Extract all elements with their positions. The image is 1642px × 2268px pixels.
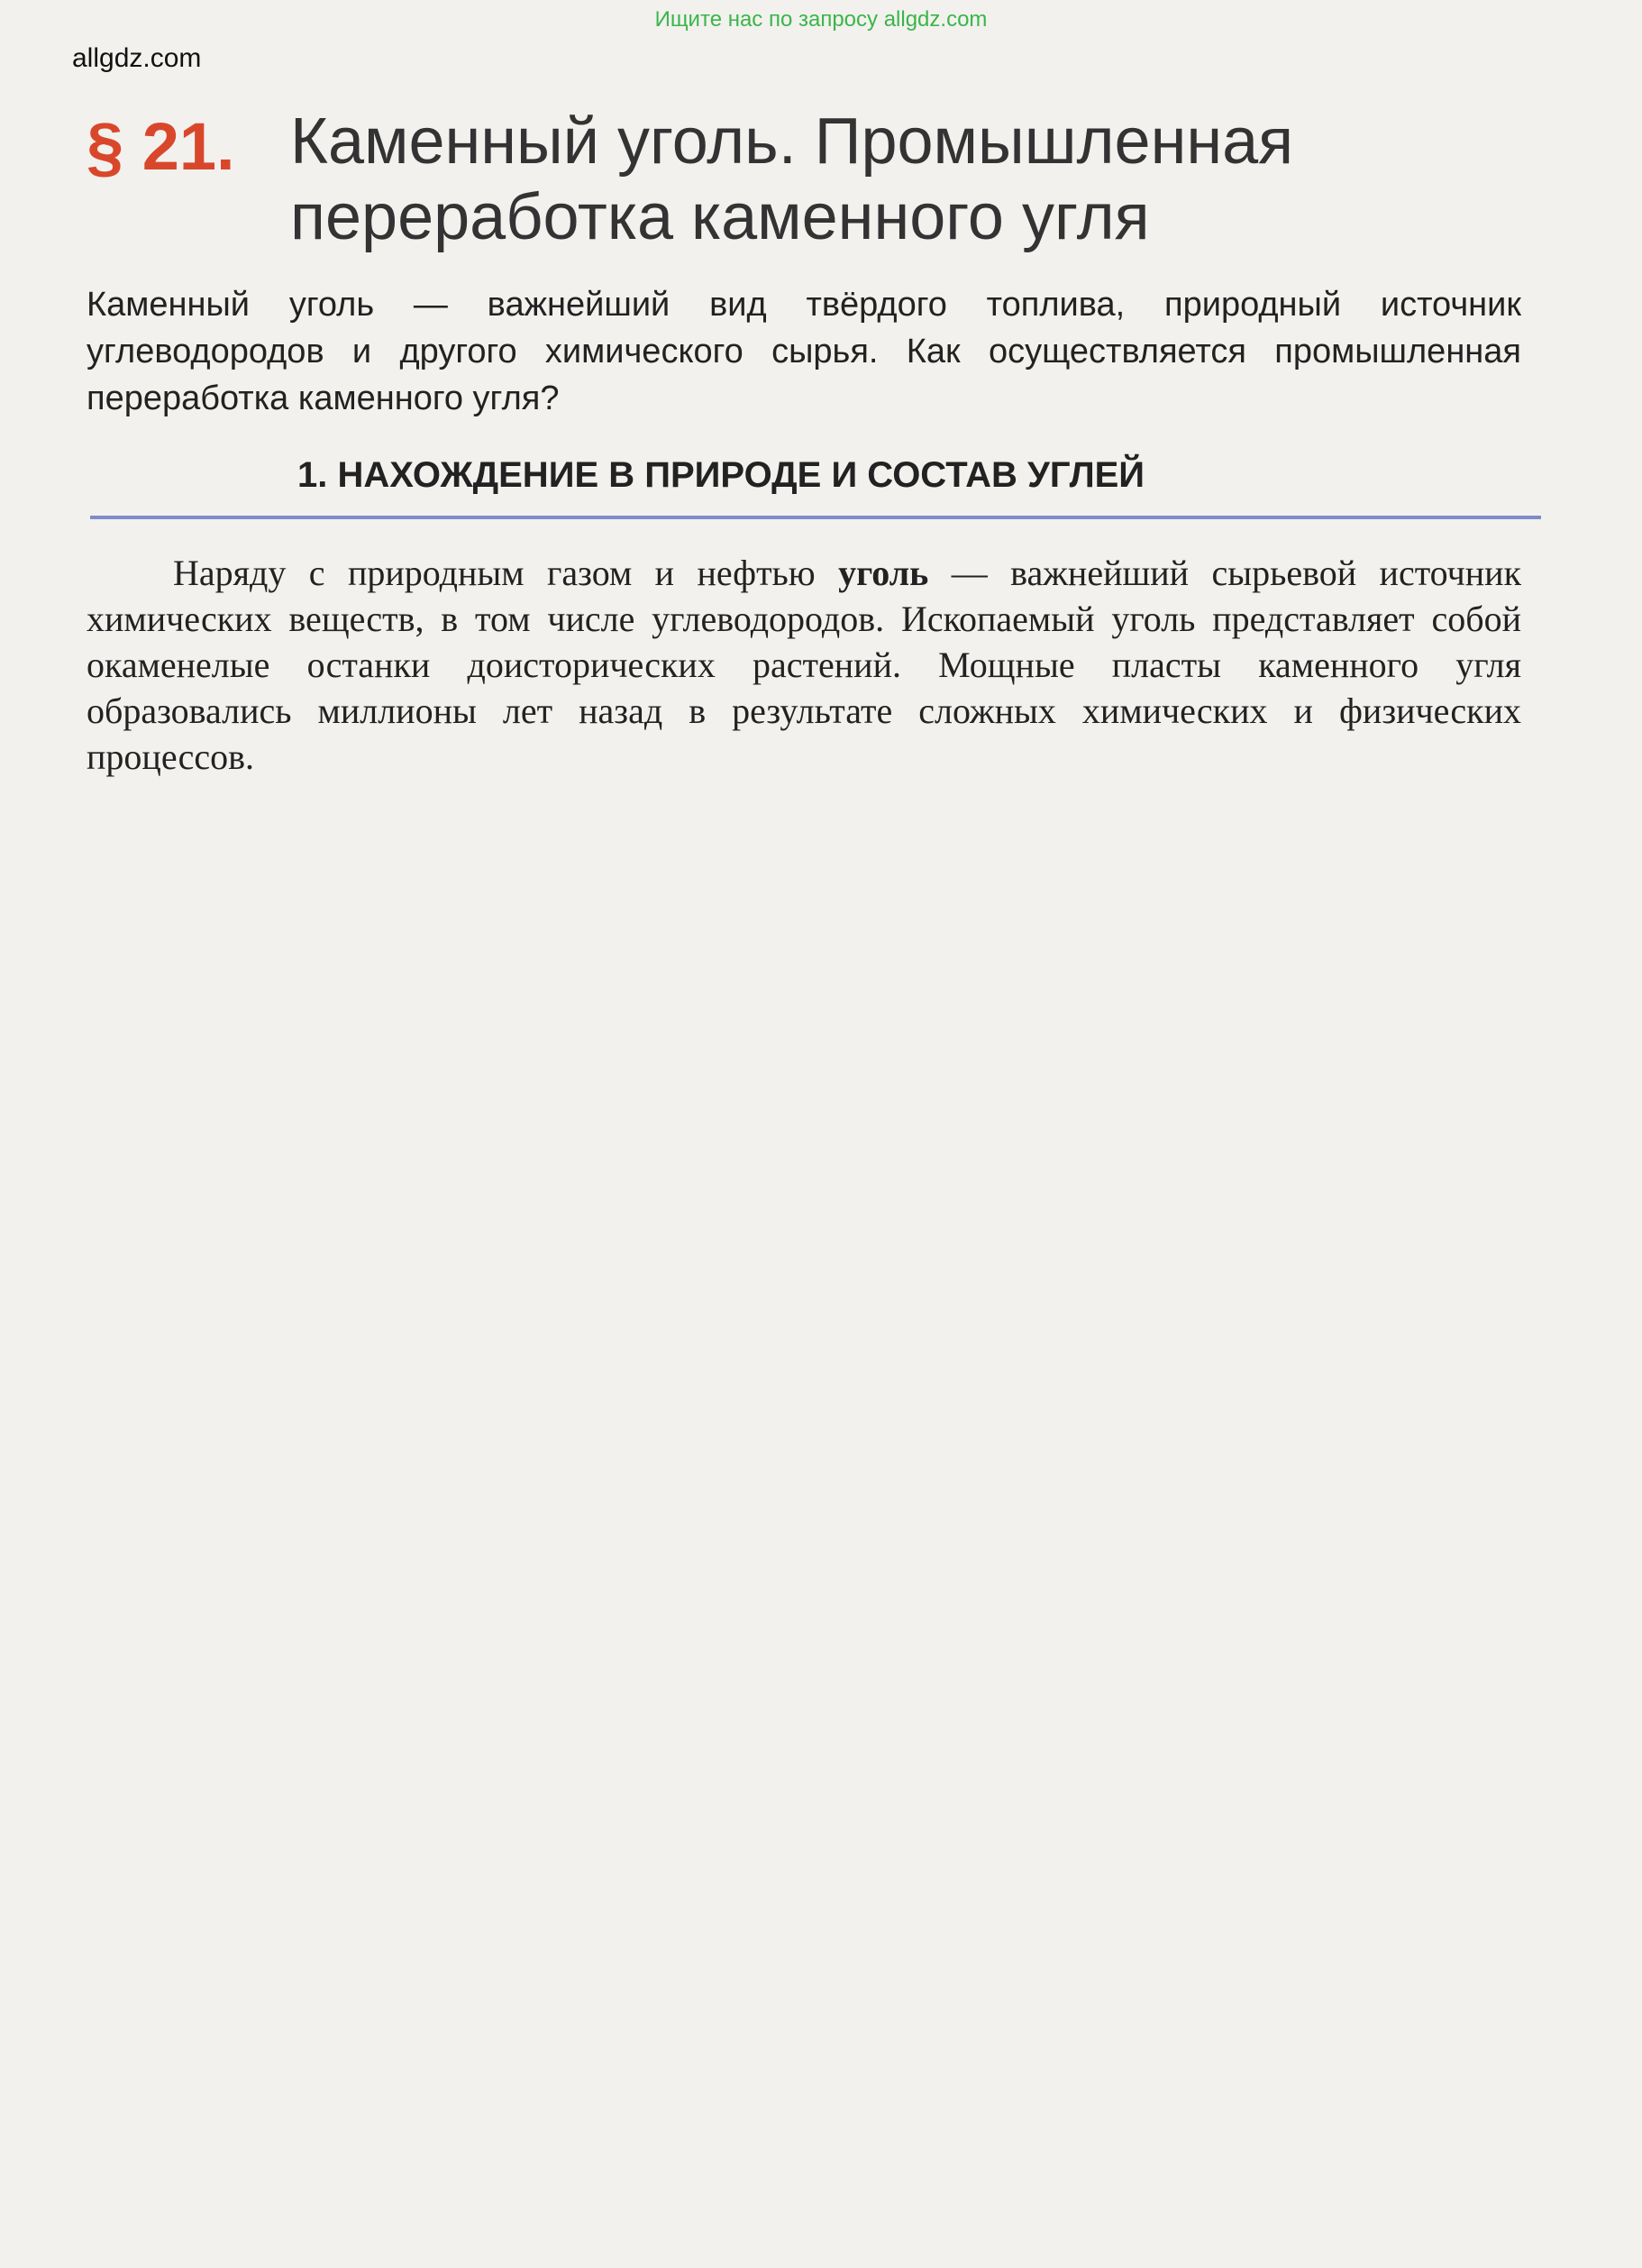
section-rule xyxy=(90,516,1541,519)
top-note: Ищите нас по запросу allgdz.com xyxy=(654,7,988,32)
watermark: allgdz.com xyxy=(72,43,202,73)
section-heading: 1. НАХОЖДЕНИЕ В ПРИРОДЕ И СОСТАВ УГЛЕЙ xyxy=(297,455,1145,495)
intro-text: Каменный уголь — важнейший вид твёрдого топлива, природный источник углеводородов и другого химического сырья. Как осуществляется промышленная переработка каменного угля? xyxy=(87,286,1521,417)
paragraph-title: Каменный уголь. Промышленная переработка каменного угля xyxy=(290,105,1294,253)
body-paragraph: Наряду с природным газом и нефтью уголь — важнейший сырьевой источник химических веществ, в том числе углеводородов. Ископаемый уголь представляет собой окаменелые останки доисторических растений. Мощные пласты каменного угля образовались миллионы лет назад в результате сложных химических и физических процессов. xyxy=(87,553,1521,777)
paragraph-number: § 21. xyxy=(87,109,235,184)
section-body xyxy=(87,550,1521,780)
